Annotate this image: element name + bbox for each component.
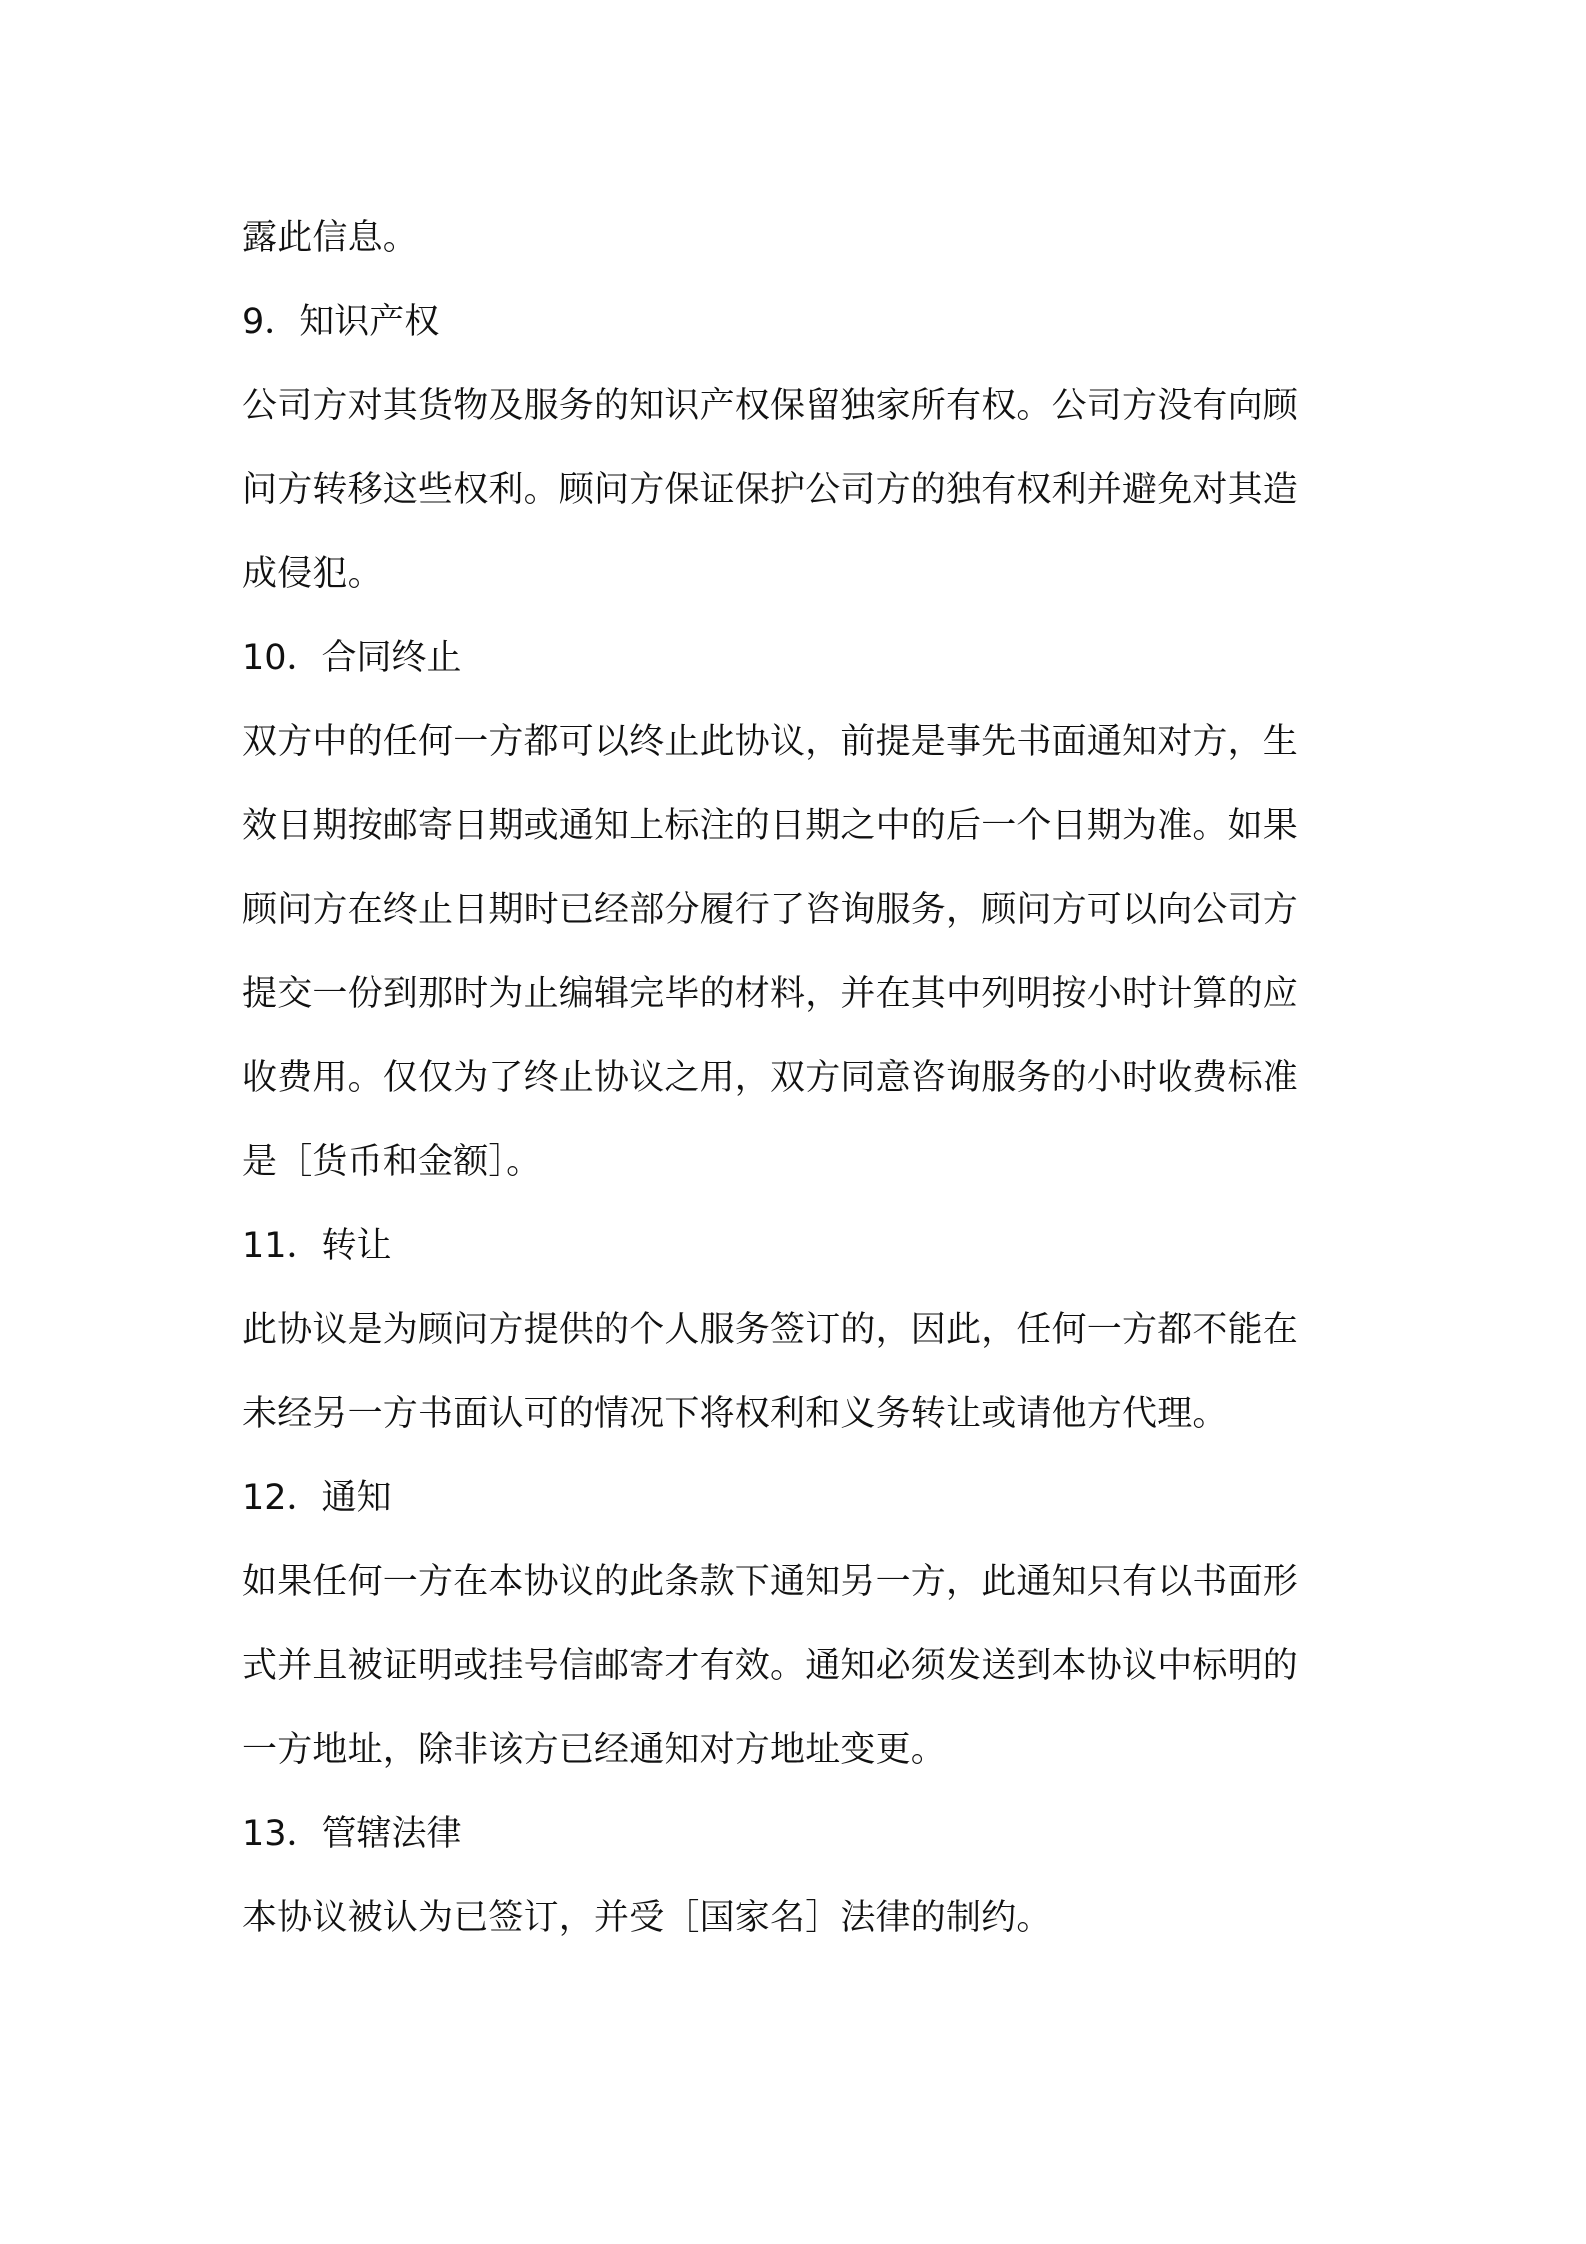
paragraph-line: 本协议被认为已签订，并受［国家名］法律的制约。 xyxy=(242,1898,1052,1938)
paragraph-line: 如果任何一方在本协议的此条款下通知另一方，此通知只有以书面形 xyxy=(242,1562,1299,1602)
paragraph-line: 公司方对其货物及服务的知识产权保留独家所有权。公司方没有向顾 xyxy=(242,386,1299,426)
paragraph-line: 未经另一方书面认可的情况下将权利和义务转让或请他方代理。 xyxy=(242,1394,1228,1434)
paragraph-line: 效日期按邮寄日期或通知上标注的日期之中的后一个日期为准。如果 xyxy=(242,806,1299,846)
section-heading: 12．通知 xyxy=(242,1478,392,1518)
paragraph-line: 一方地址，除非该方已经通知对方地址变更。 xyxy=(242,1730,947,1770)
paragraph-line: 是［货币和金额］。 xyxy=(242,1142,542,1182)
paragraph-line: 收费用。仅仅为了终止协议之用，双方同意咨询服务的小时收费标准 xyxy=(242,1058,1299,1098)
paragraph-line: 提交一份到那时为止编辑完毕的材料，并在其中列明按小时计算的应 xyxy=(242,974,1299,1014)
paragraph-line: 问方转移这些权利。顾问方保证保护公司方的独有权利并避免对其造 xyxy=(242,470,1299,510)
section-heading: 13．管辖法律 xyxy=(242,1814,462,1854)
paragraph-line: 此协议是为顾问方提供的个人服务签订的，因此，任何一方都不能在 xyxy=(242,1310,1299,1350)
paragraph-line: 双方中的任何一方都可以终止此协议，前提是事先书面通知对方，生 xyxy=(242,722,1299,762)
section-heading: 10．合同终止 xyxy=(242,638,462,678)
section-heading: 11．转让 xyxy=(242,1226,392,1266)
paragraph-line: 顾问方在终止日期时已经部分履行了咨询服务，顾问方可以向公司方 xyxy=(242,890,1299,930)
section-heading: 9．知识产权 xyxy=(242,302,440,342)
paragraph-line: 露此信息。 xyxy=(242,218,419,258)
paragraph-line: 式并且被证明或挂号信邮寄才有效。通知必须发送到本协议中标明的 xyxy=(242,1646,1299,1686)
document-body xyxy=(242,196,1354,1960)
paragraph-line: 成侵犯。 xyxy=(242,554,383,594)
